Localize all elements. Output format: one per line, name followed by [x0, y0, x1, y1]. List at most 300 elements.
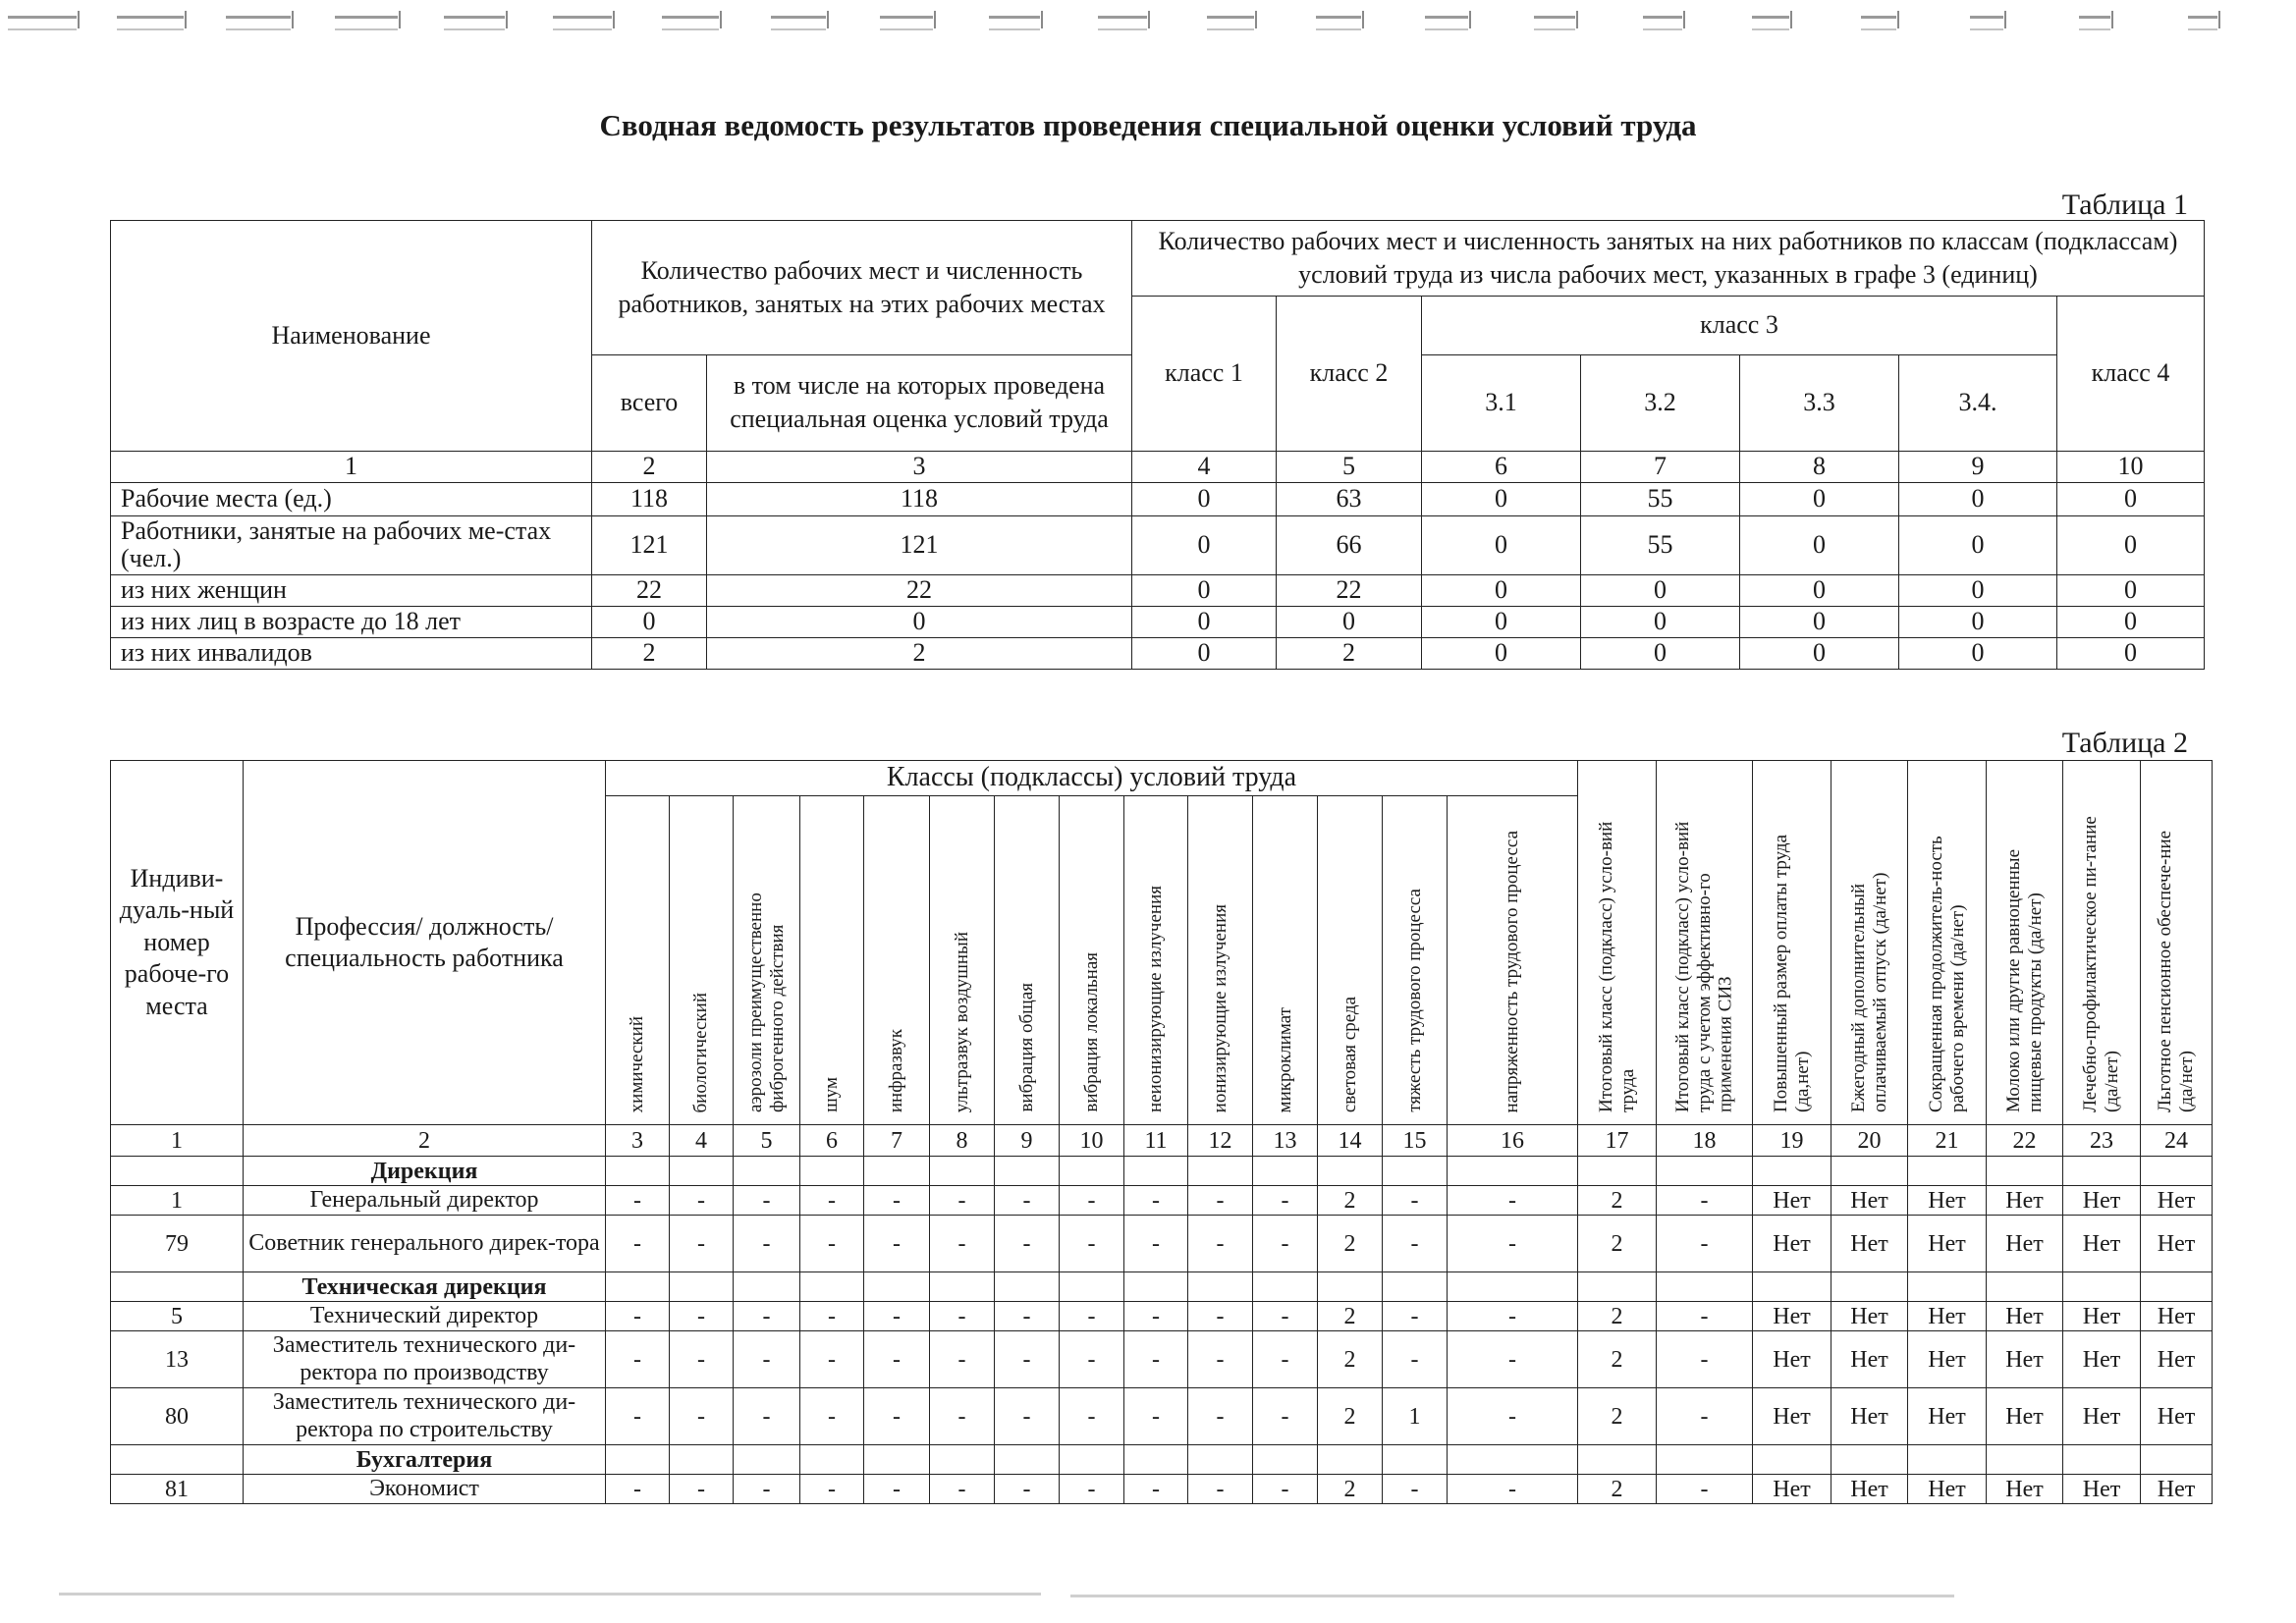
- class-value-cell: 2: [1578, 1186, 1657, 1216]
- factor-header: инфразвук: [864, 796, 930, 1125]
- empty-cell: [1657, 1157, 1753, 1186]
- header-milk: Молоко или другие равноценные пищевые продукты (да/нет): [1987, 761, 2063, 1125]
- empty-cell: [111, 1445, 244, 1475]
- empty-cell: [930, 1445, 995, 1475]
- empty-cell: [606, 1157, 670, 1186]
- factor-header: вибрация общая: [995, 796, 1060, 1125]
- class-value-cell: Нет: [2141, 1302, 2213, 1331]
- workplace-row: [111, 1302, 2213, 1331]
- empty-cell: [864, 1445, 930, 1475]
- header-increased-pay: Повышенный размер оплаты труда (да,нет): [1753, 761, 1831, 1125]
- empty-cell: [2141, 1157, 2213, 1186]
- value-cell: 0: [1132, 482, 1277, 515]
- class-value-cell: -: [1060, 1216, 1124, 1272]
- class-value-cell: Нет: [1753, 1302, 1831, 1331]
- value-cell: 0: [2057, 574, 2205, 606]
- column-number: 11: [1124, 1125, 1188, 1157]
- workplace-number: 13: [111, 1331, 244, 1388]
- class-value-cell: -: [1188, 1216, 1253, 1272]
- column-number: 20: [1831, 1125, 1908, 1157]
- empty-cell: [1124, 1445, 1188, 1475]
- class-value-cell: Нет: [1987, 1186, 2063, 1216]
- factor-header: ультразвук воздушный: [930, 796, 995, 1125]
- empty-cell: [1383, 1157, 1448, 1186]
- class-value-cell: Нет: [2141, 1186, 2213, 1216]
- department-name: Дирекция: [244, 1157, 606, 1186]
- column-number: 5: [1277, 451, 1422, 482]
- header-class-3-4: 3.4.: [1899, 354, 2057, 451]
- class-value-cell: -: [930, 1331, 995, 1388]
- class-value-cell: Нет: [1753, 1331, 1831, 1388]
- class-value-cell: -: [670, 1302, 734, 1331]
- class-value-cell: Нет: [1987, 1216, 2063, 1272]
- column-number: 4: [1132, 451, 1277, 482]
- empty-cell: [734, 1272, 800, 1302]
- class-value-cell: -: [1657, 1331, 1753, 1388]
- value-cell: 2: [1277, 637, 1422, 669]
- empty-cell: [1253, 1445, 1318, 1475]
- value-cell: 0: [1581, 606, 1740, 637]
- empty-cell: [1657, 1445, 1753, 1475]
- class-value-cell: -: [670, 1331, 734, 1388]
- class-value-cell: -: [1657, 1388, 1753, 1445]
- class-value-cell: -: [1448, 1186, 1578, 1216]
- value-cell: 0: [1899, 574, 2057, 606]
- empty-cell: [606, 1445, 670, 1475]
- empty-cell: [2063, 1157, 2141, 1186]
- class-value-cell: -: [1253, 1186, 1318, 1216]
- header-profession: Профессия/ должность/ специальность работника: [244, 761, 606, 1125]
- empty-cell: [1188, 1272, 1253, 1302]
- empty-cell: [1578, 1272, 1657, 1302]
- empty-cell: [1908, 1445, 1987, 1475]
- column-number: 6: [1422, 451, 1581, 482]
- header-class-3-2: 3.2: [1581, 354, 1740, 451]
- value-cell: 0: [1422, 606, 1581, 637]
- class-value-cell: Нет: [1831, 1475, 1908, 1504]
- factor-header: биологический: [670, 796, 734, 1125]
- class-value-cell: -: [1124, 1216, 1188, 1272]
- class-value-cell: -: [1383, 1302, 1448, 1331]
- column-number: 1: [111, 1125, 244, 1157]
- empty-cell: [111, 1272, 244, 1302]
- empty-cell: [1253, 1272, 1318, 1302]
- column-number: 3: [606, 1125, 670, 1157]
- header-class4: класс 4: [2057, 296, 2205, 451]
- class-value-cell: -: [1448, 1302, 1578, 1331]
- class-value-cell: 2: [1578, 1331, 1657, 1388]
- value-cell: 0: [2057, 637, 2205, 669]
- empty-cell: [1124, 1157, 1188, 1186]
- factor-header: ионизирующие излучения: [1188, 796, 1253, 1125]
- class-value-cell: -: [734, 1302, 800, 1331]
- row-label: из них инвалидов: [111, 637, 592, 669]
- header-class-3-1: 3.1: [1422, 354, 1581, 451]
- empty-cell: [1831, 1445, 1908, 1475]
- table1-caption: Таблица 1: [2061, 189, 2188, 221]
- class-value-cell: -: [864, 1216, 930, 1272]
- class-value-cell: Нет: [2141, 1216, 2213, 1272]
- class-value-cell: -: [864, 1388, 930, 1445]
- class-value-cell: -: [995, 1331, 1060, 1388]
- column-number: 23: [2063, 1125, 2141, 1157]
- workplace-row: [111, 1186, 2213, 1216]
- class-value-cell: -: [606, 1186, 670, 1216]
- empty-cell: [1060, 1157, 1124, 1186]
- summary-row: [111, 482, 2205, 515]
- header-final-class-ppe: Итоговый класс (подкласс) усло-вий труда с учетом эффективно-го применения СИЗ: [1657, 761, 1753, 1125]
- value-cell: 0: [1740, 574, 1899, 606]
- header-pension: Льготное пенсионное обеспече-ние (да/нет): [2141, 761, 2213, 1125]
- class-value-cell: -: [670, 1216, 734, 1272]
- empty-cell: [1188, 1445, 1253, 1475]
- value-cell: 0: [1581, 637, 1740, 669]
- value-cell: 118: [707, 482, 1132, 515]
- class-value-cell: -: [800, 1186, 864, 1216]
- class-value-cell: 2: [1318, 1216, 1383, 1272]
- class-value-cell: Нет: [1908, 1331, 1987, 1388]
- empty-cell: [1318, 1157, 1383, 1186]
- column-number: 6: [800, 1125, 864, 1157]
- class-value-cell: -: [1253, 1302, 1318, 1331]
- workplace-number: 5: [111, 1302, 244, 1331]
- class-value-cell: -: [1253, 1216, 1318, 1272]
- class-value-cell: Нет: [1753, 1216, 1831, 1272]
- class-value-cell: -: [734, 1216, 800, 1272]
- empty-cell: [111, 1157, 244, 1186]
- summary-row: [111, 606, 2205, 637]
- column-number: 3: [707, 451, 1132, 482]
- workplace-row: [111, 1475, 2213, 1504]
- factor-header: микроклимат: [1253, 796, 1318, 1125]
- workplace-number: 80: [111, 1388, 244, 1445]
- value-cell: 0: [2057, 515, 2205, 574]
- class-value-cell: 2: [1318, 1475, 1383, 1504]
- empty-cell: [1753, 1157, 1831, 1186]
- factor-header: неионизирующие излучения: [1124, 796, 1188, 1125]
- class-value-cell: Нет: [2141, 1331, 2213, 1388]
- empty-cell: [670, 1272, 734, 1302]
- class-value-cell: -: [1253, 1331, 1318, 1388]
- class-value-cell: Нет: [2141, 1388, 2213, 1445]
- empty-cell: [1448, 1272, 1578, 1302]
- summary-row: [111, 574, 2205, 606]
- empty-cell: [2063, 1445, 2141, 1475]
- class-value-cell: -: [800, 1475, 864, 1504]
- value-cell: 0: [1132, 637, 1277, 669]
- empty-cell: [606, 1272, 670, 1302]
- class-value-cell: -: [930, 1186, 995, 1216]
- class-value-cell: -: [1253, 1388, 1318, 1445]
- workplace-number: 1: [111, 1186, 244, 1216]
- class-value-cell: -: [1383, 1331, 1448, 1388]
- profession-name: Заместитель технического ди-ректора по производству: [244, 1331, 606, 1388]
- class-value-cell: -: [930, 1475, 995, 1504]
- row-label: Работники, занятые на рабочих ме-стах (чел.): [111, 515, 592, 574]
- header-class2: класс 2: [1277, 296, 1422, 451]
- class-value-cell: 2: [1578, 1302, 1657, 1331]
- empty-cell: [1253, 1157, 1318, 1186]
- empty-cell: [864, 1157, 930, 1186]
- class-value-cell: Нет: [1908, 1186, 1987, 1216]
- column-number: 21: [1908, 1125, 1987, 1157]
- class-value-cell: -: [1188, 1186, 1253, 1216]
- class-value-cell: Нет: [1908, 1302, 1987, 1331]
- class-value-cell: -: [1448, 1475, 1578, 1504]
- class-value-cell: Нет: [1753, 1475, 1831, 1504]
- workplace-row: [111, 1331, 2213, 1388]
- factor-header: шум: [800, 796, 864, 1125]
- column-number: 1: [111, 451, 592, 482]
- class-value-cell: -: [734, 1475, 800, 1504]
- header-final-class: Итоговый класс (подкласс) усло-вий труда: [1578, 761, 1657, 1125]
- header-total: всего: [592, 354, 707, 451]
- class-value-cell: Нет: [2063, 1186, 2141, 1216]
- column-number: 14: [1318, 1125, 1383, 1157]
- value-cell: 121: [707, 515, 1132, 574]
- class-value-cell: -: [734, 1388, 800, 1445]
- header-therapeutic-food: Лечебно-профилактическое пи-тание (да/нет): [2063, 761, 2141, 1125]
- class-value-cell: -: [1060, 1388, 1124, 1445]
- column-number: 10: [2057, 451, 2205, 482]
- class-value-cell: Нет: [2063, 1388, 2141, 1445]
- empty-cell: [1188, 1157, 1253, 1186]
- empty-cell: [1448, 1157, 1578, 1186]
- class-value-cell: -: [1124, 1388, 1188, 1445]
- value-cell: 0: [1899, 606, 2057, 637]
- column-number: 13: [1253, 1125, 1318, 1157]
- value-cell: 66: [1277, 515, 1422, 574]
- empty-cell: [930, 1272, 995, 1302]
- scan-edge-mark: [0, 1591, 2296, 1598]
- empty-cell: [1987, 1157, 2063, 1186]
- class-value-cell: -: [606, 1216, 670, 1272]
- class-value-cell: Нет: [2063, 1475, 2141, 1504]
- value-cell: 0: [1132, 574, 1277, 606]
- workplace-row: [111, 1216, 2213, 1272]
- value-cell: 22: [1277, 574, 1422, 606]
- class-value-cell: -: [1124, 1331, 1188, 1388]
- row-label: из них женщин: [111, 574, 592, 606]
- class-value-cell: -: [670, 1186, 734, 1216]
- empty-cell: [995, 1157, 1060, 1186]
- class-value-cell: Нет: [1831, 1388, 1908, 1445]
- class-value-cell: -: [1060, 1302, 1124, 1331]
- class-value-cell: -: [1188, 1302, 1253, 1331]
- workplace-table: [110, 760, 2213, 1504]
- class-value-cell: Нет: [2063, 1302, 2141, 1331]
- value-cell: 0: [1132, 515, 1277, 574]
- class-value-cell: Нет: [2063, 1216, 2141, 1272]
- value-cell: 0: [1740, 606, 1899, 637]
- header-working-conditions-classes: Классы (подклассы) условий труда: [606, 761, 1578, 796]
- class-value-cell: -: [1124, 1186, 1188, 1216]
- class-value-cell: -: [1448, 1331, 1578, 1388]
- header-class-3-3: 3.3: [1740, 354, 1899, 451]
- class-value-cell: -: [995, 1475, 1060, 1504]
- value-cell: 55: [1581, 482, 1740, 515]
- empty-cell: [1908, 1272, 1987, 1302]
- empty-cell: [1831, 1157, 1908, 1186]
- column-number: 4: [670, 1125, 734, 1157]
- class-value-cell: -: [734, 1331, 800, 1388]
- class-value-cell: -: [606, 1302, 670, 1331]
- empty-cell: [864, 1272, 930, 1302]
- value-cell: 0: [1740, 482, 1899, 515]
- header-class3: класс 3: [1422, 296, 2057, 354]
- value-cell: 0: [1422, 482, 1581, 515]
- class-value-cell: -: [995, 1388, 1060, 1445]
- row-label: из них лиц в возрасте до 18 лет: [111, 606, 592, 637]
- column-number: 8: [930, 1125, 995, 1157]
- empty-cell: [1831, 1272, 1908, 1302]
- empty-cell: [995, 1445, 1060, 1475]
- empty-cell: [1318, 1445, 1383, 1475]
- class-value-cell: Нет: [1987, 1302, 2063, 1331]
- summary-row: [111, 637, 2205, 669]
- column-number: 18: [1657, 1125, 1753, 1157]
- class-value-cell: -: [864, 1302, 930, 1331]
- empty-cell: [670, 1157, 734, 1186]
- class-value-cell: -: [800, 1302, 864, 1331]
- header-name: Наименование: [111, 221, 592, 452]
- empty-cell: [1578, 1157, 1657, 1186]
- class-value-cell: Нет: [2141, 1475, 2213, 1504]
- class-value-cell: -: [1657, 1186, 1753, 1216]
- value-cell: 0: [1277, 606, 1422, 637]
- empty-cell: [734, 1157, 800, 1186]
- column-number: 16: [1448, 1125, 1578, 1157]
- class-value-cell: 2: [1318, 1186, 1383, 1216]
- class-value-cell: -: [1188, 1475, 1253, 1504]
- value-cell: 2: [707, 637, 1132, 669]
- profession-name: Технический директор: [244, 1302, 606, 1331]
- empty-cell: [2141, 1272, 2213, 1302]
- workplace-row: [111, 1388, 2213, 1445]
- class-value-cell: -: [995, 1186, 1060, 1216]
- class-value-cell: -: [864, 1331, 930, 1388]
- class-value-cell: -: [930, 1302, 995, 1331]
- factor-header: напряженность трудового процесса: [1448, 796, 1578, 1125]
- column-number: 17: [1578, 1125, 1657, 1157]
- class-value-cell: Нет: [1987, 1331, 2063, 1388]
- value-cell: 0: [2057, 482, 2205, 515]
- value-cell: 0: [1422, 574, 1581, 606]
- empty-cell: [930, 1157, 995, 1186]
- empty-cell: [1060, 1272, 1124, 1302]
- column-number: 2: [592, 451, 707, 482]
- page-title: Сводная ведомость результатов проведения специальной оценки условий труда: [599, 108, 1697, 142]
- value-cell: 0: [2057, 606, 2205, 637]
- class-value-cell: Нет: [1831, 1186, 1908, 1216]
- column-number: 9: [1899, 451, 2057, 482]
- empty-cell: [1578, 1445, 1657, 1475]
- class-value-cell: -: [1060, 1186, 1124, 1216]
- value-cell: 121: [592, 515, 707, 574]
- class-value-cell: -: [670, 1388, 734, 1445]
- header-reduced-hours: Сокращенная продолжитель-ность рабочего времени (да/нет): [1908, 761, 1987, 1125]
- department-row: [111, 1157, 2213, 1186]
- value-cell: 0: [1899, 482, 2057, 515]
- empty-cell: [800, 1272, 864, 1302]
- profession-name: Заместитель технического ди-ректора по строительству: [244, 1388, 606, 1445]
- value-cell: 0: [1899, 637, 2057, 669]
- class-value-cell: 2: [1318, 1331, 1383, 1388]
- empty-cell: [670, 1445, 734, 1475]
- class-value-cell: Нет: [1908, 1388, 1987, 1445]
- class-value-cell: Нет: [1831, 1216, 1908, 1272]
- class-value-cell: -: [1657, 1302, 1753, 1331]
- class-value-cell: Нет: [2063, 1331, 2141, 1388]
- empty-cell: [1987, 1272, 2063, 1302]
- summary-row: [111, 515, 2205, 574]
- column-number: 8: [1740, 451, 1899, 482]
- empty-cell: [800, 1157, 864, 1186]
- binding-holes-strip: [0, 10, 2296, 35]
- class-value-cell: -: [1188, 1388, 1253, 1445]
- header-classes: Количество рабочих мест и численность занятых на них работников по классам (подклассам) условий труда из числа рабочих мест, указанных в графе 3 (единиц): [1132, 221, 2205, 297]
- class-value-cell: 2: [1578, 1388, 1657, 1445]
- value-cell: 0: [1740, 637, 1899, 669]
- factor-header: световая среда: [1318, 796, 1383, 1125]
- department-row: [111, 1272, 2213, 1302]
- row-label: Рабочие места (ед.): [111, 482, 592, 515]
- class-value-cell: -: [606, 1331, 670, 1388]
- empty-cell: [1448, 1445, 1578, 1475]
- value-cell: 0: [1132, 606, 1277, 637]
- empty-cell: [2141, 1445, 2213, 1475]
- column-number: 15: [1383, 1125, 1448, 1157]
- class-value-cell: 2: [1318, 1302, 1383, 1331]
- class-value-cell: -: [995, 1302, 1060, 1331]
- column-number: 19: [1753, 1125, 1831, 1157]
- class-value-cell: -: [670, 1475, 734, 1504]
- class-value-cell: -: [606, 1475, 670, 1504]
- summary-table: [110, 220, 2205, 670]
- value-cell: 0: [1740, 515, 1899, 574]
- factor-header: тяжесть трудового процесса: [1383, 796, 1448, 1125]
- class-value-cell: -: [1253, 1475, 1318, 1504]
- department-name: Техническая дирекция: [244, 1272, 606, 1302]
- factor-header: аэрозоли преимущественно фиброгенного действия: [734, 796, 800, 1125]
- profession-name: Советник генерального дирек-тора: [244, 1216, 606, 1272]
- table2-caption: Таблица 2: [2061, 727, 2188, 759]
- class-value-cell: -: [930, 1216, 995, 1272]
- value-cell: 0: [1422, 637, 1581, 669]
- class-value-cell: -: [1657, 1216, 1753, 1272]
- empty-cell: [1753, 1272, 1831, 1302]
- class-value-cell: -: [864, 1186, 930, 1216]
- empty-cell: [1908, 1157, 1987, 1186]
- value-cell: 55: [1581, 515, 1740, 574]
- class-value-cell: -: [1060, 1475, 1124, 1504]
- class-value-cell: 2: [1578, 1475, 1657, 1504]
- class-value-cell: -: [1448, 1388, 1578, 1445]
- header-assessed: в том числе на которых проведена специальная оценка условий труда: [707, 354, 1132, 451]
- header-class1: класс 1: [1132, 296, 1277, 451]
- class-value-cell: Нет: [1987, 1388, 2063, 1445]
- factor-header: вибрация локальная: [1060, 796, 1124, 1125]
- value-cell: 63: [1277, 482, 1422, 515]
- factor-header: химический: [606, 796, 670, 1125]
- value-cell: 2: [592, 637, 707, 669]
- class-value-cell: -: [1657, 1475, 1753, 1504]
- value-cell: 0: [1899, 515, 2057, 574]
- class-value-cell: -: [734, 1186, 800, 1216]
- value-cell: 0: [1422, 515, 1581, 574]
- column-numbers-row: [111, 451, 2205, 482]
- header-workplace-number: Индиви-дуаль-ный номер рабоче-го места: [111, 761, 244, 1125]
